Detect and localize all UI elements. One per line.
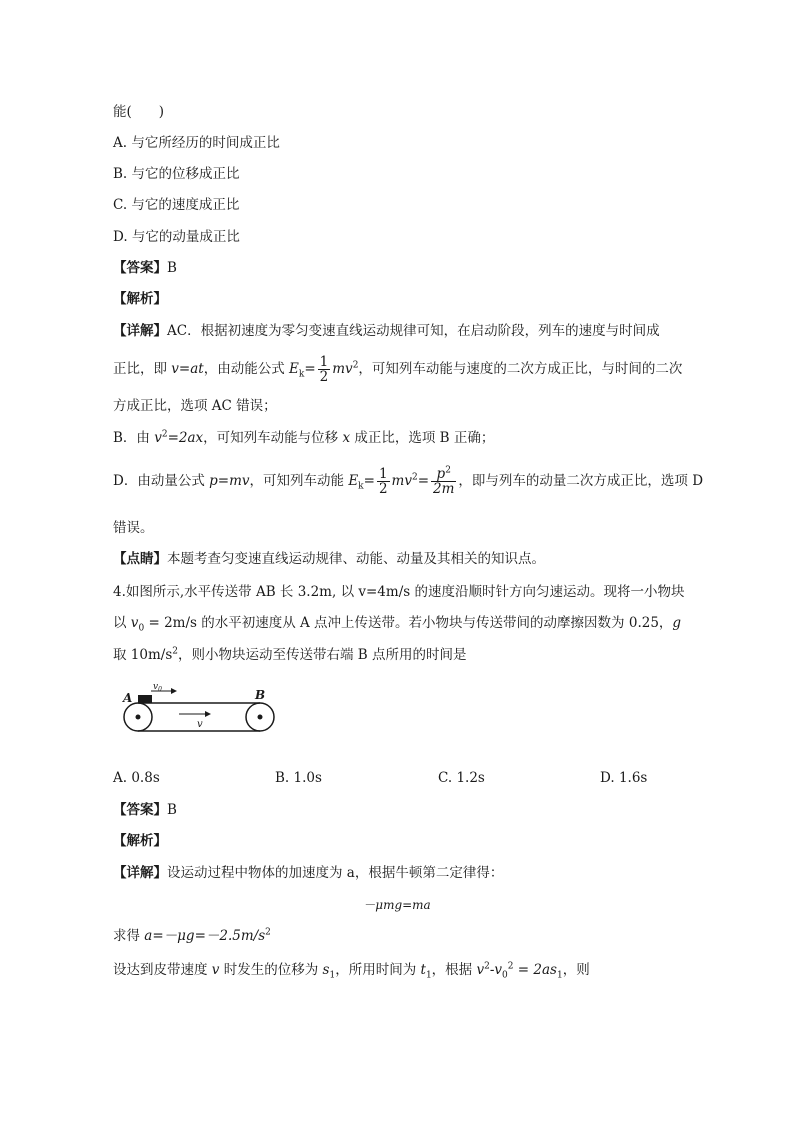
- q3-detail-line-2: 正比，即 v=at，由动能公式 $E_k=$ $\frac{1}{2}$ $mv^2$，可知列车动能与速度的二次方成正比，与时间的二次: [113, 354, 683, 385]
- label-a: A: [123, 691, 133, 705]
- left-pulley-axle: [136, 715, 141, 720]
- detail-tag: 【详解】: [113, 323, 167, 339]
- q4-option-c: C. 1.2s: [438, 770, 485, 786]
- fraction-p-squared-over-2m: $\frac{p^2}{2m}$: [433, 465, 455, 497]
- answer-tag: 【答案】: [113, 802, 167, 818]
- detail-tag: 【详解】: [113, 865, 167, 881]
- small-block: [138, 695, 152, 703]
- q4-solve-line: 求得 $a=-\mu g=-2.5m/s^2$: [113, 927, 271, 944]
- label-v: v: [197, 719, 203, 730]
- v-arrow-head: [205, 711, 211, 717]
- q3-detail-line-3: 方成正比，选项 AC 错误；: [113, 398, 277, 414]
- fraction-one-half: $\frac{1}{2}$: [319, 354, 329, 385]
- answer-value: B: [167, 802, 177, 818]
- q4-option-b: B. 1.0s: [275, 770, 322, 786]
- q3-detail-line-1: 【详解】AC．根据初速度为零匀变速直线运动规律可知，在启动阶段，列车的速度与时间成: [113, 323, 660, 339]
- q3-answer: [113, 258, 177, 278]
- q3-option-d: D. 与它的动量成正比: [113, 229, 240, 245]
- q4-stem-line-2: 以 $v_0 = 2m/s$ 的水平初速度从 A 点冲上传送带。若小物块与传送带间的动摩擦因数为 0.25，g: [113, 615, 682, 634]
- q4-last-line: 设达到皮带速度 v 时发生的位移为 $s_1$，所用时间为 $t_1$，根据 $v^2-v_0^2 = 2as_1$，则: [113, 961, 590, 981]
- q4-stem-line-3: 取 $10m/s^2$，则小物块运动至传送带右端 B 点所用的时间是: [113, 646, 467, 663]
- q4-stem-line-1: 4.如图所示,水平传送带 AB 长 3.2m, 以 v=4m/s 的速度沿顺时针方向匀速运动。现将一小物块: [113, 584, 685, 600]
- q4-option-d: D. 1.6s: [600, 770, 648, 786]
- answer-tag: 【答案】: [113, 260, 167, 276]
- q3-detail-line-d: D．由动量公式 p=mv，可知列车动能 $E_k=$ $\frac{1}{2}$ $mv^2=$ $\frac{p^2}{2m}$ ，即与列车的动量二次方成正比，选项 D: [113, 465, 704, 497]
- q3-detail-line-d2: 错误。: [113, 520, 154, 536]
- answer-value: B: [167, 260, 177, 276]
- q3-detail-line-b: B．由 $v^2=2ax$，可知列车动能与位移 x 成正比，选项 B 正确；: [113, 429, 495, 446]
- q3-stem-tail: 能( ): [113, 104, 165, 120]
- q3-option-b: B. 与它的位移成正比: [113, 166, 240, 182]
- q3-option-c: C. 与它的速度成正比: [113, 197, 240, 213]
- label-v0: $v_0$: [153, 682, 162, 693]
- right-pulley-axle: [258, 715, 263, 720]
- conveyor-belt-figure: [113, 682, 283, 752]
- comment-tag: 【点睛】: [113, 551, 167, 567]
- q4-answer: [113, 800, 177, 820]
- q3-analysis-tag: 【解析】: [113, 291, 167, 307]
- q4-analysis-tag: 【解析】: [113, 833, 167, 849]
- label-b: B: [255, 688, 266, 702]
- q4-option-a: A. 0.8s: [113, 770, 160, 786]
- fraction-one-half: $\frac{1}{2}$: [378, 466, 388, 497]
- q3-option-a: A. 与它所经历的时间成正比: [113, 135, 280, 151]
- v0-arrow-head: [171, 688, 177, 694]
- q3-comment: 【点睛】本题考查匀变速直线运动规律、动能、动量及其相关的知识点。: [113, 551, 545, 567]
- q4-formula-newton: －μmg=ma: [363, 898, 431, 912]
- q4-detail-line-1: 【详解】设运动过程中物体的加速度为 a，根据牛顿第二定律得：: [113, 865, 504, 881]
